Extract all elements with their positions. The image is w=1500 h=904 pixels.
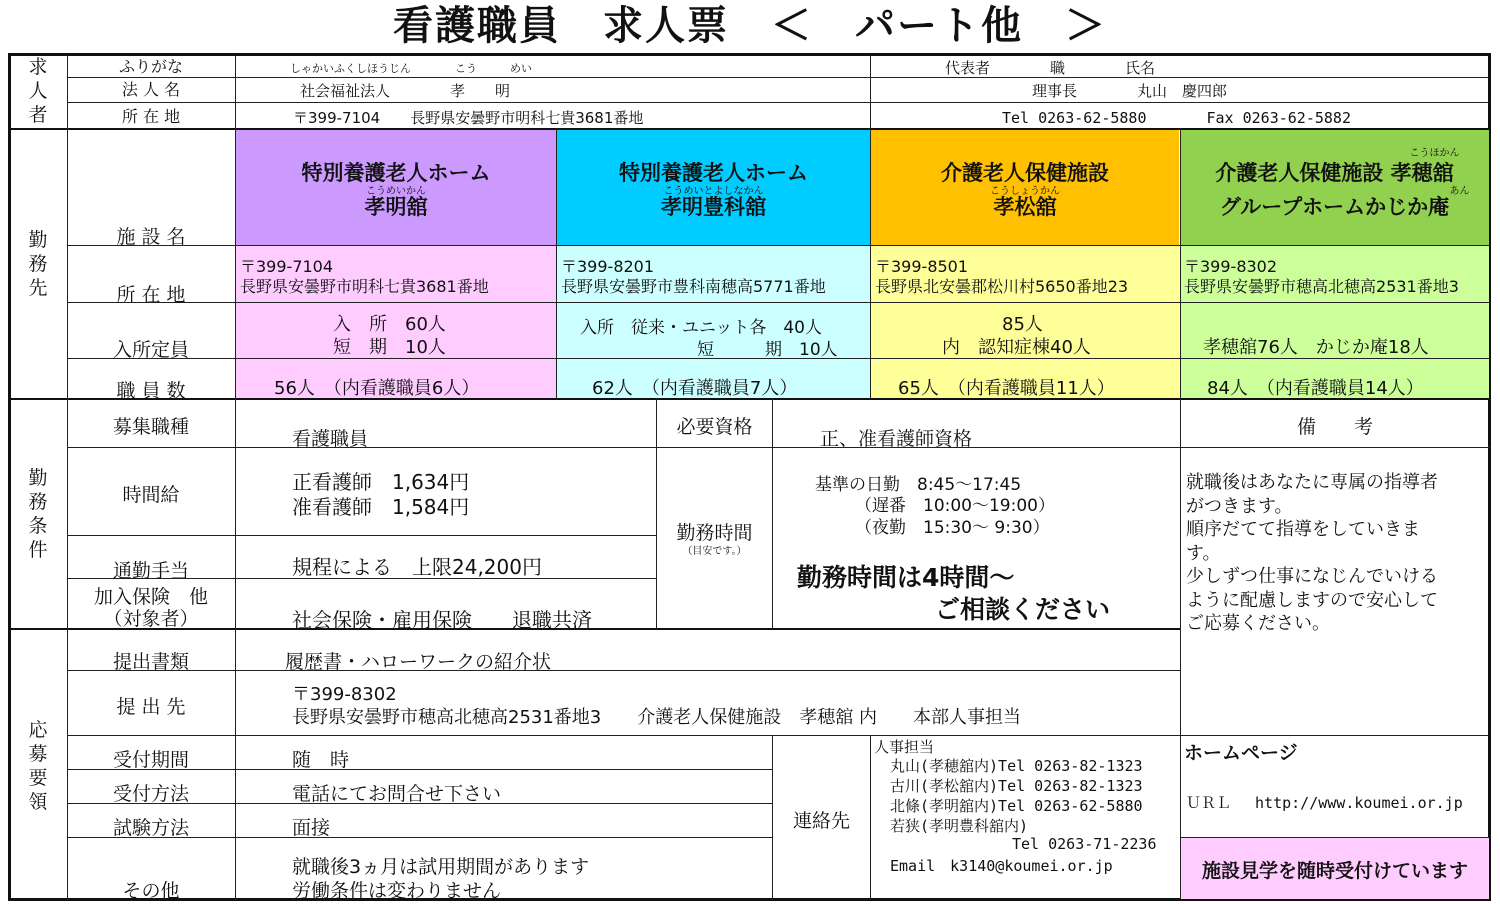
facility-1-capacity-1: 入 所 60人	[333, 314, 446, 335]
job-type-value: 看護職員	[292, 428, 369, 450]
section-char: 求	[28, 56, 48, 78]
section-char: 条	[28, 515, 48, 537]
visit-note: 施設見学を随時受付けています	[1201, 860, 1468, 882]
facility-1-capacity-2: 短 期 10人	[333, 337, 446, 358]
section-label-workplace	[24, 228, 52, 300]
corp-name-label: 法 人 名	[121, 80, 181, 99]
staff-count-label: 職 員 数	[116, 380, 186, 402]
facility-1-type: 特別養護老人ホーム	[301, 161, 491, 185]
job-type-label: 募集職種	[112, 416, 189, 438]
facility-2-type: 特別養護老人ホーム	[619, 161, 808, 185]
representative-header: 代表者 職 氏名	[945, 59, 1156, 77]
other-label: その他	[122, 880, 180, 902]
section-label-conditions	[24, 466, 52, 562]
corp-address-value: 〒399-7104 長野県安曇野市明科七貴3681番地	[293, 109, 644, 127]
facility-1-postal: 〒399-7104	[240, 257, 334, 276]
homepage-label: ホームページ	[1184, 742, 1298, 764]
facility-3-capacity-1: 85人	[1002, 314, 1043, 335]
section-label-application	[24, 718, 52, 814]
exam-label: 試験方法	[112, 817, 189, 839]
capacity-label: 入所定員	[112, 339, 189, 361]
other-line-1: 就職後3ヵ月は試用期間があります	[292, 856, 590, 878]
facility-1-address: 長野県安曇野市明科七貴3681番地	[240, 277, 489, 296]
facility-4-name	[1180, 148, 1489, 220]
facility-2-ruby: こうめいとよしなかん	[663, 186, 764, 197]
facility-4-title: グループホームかじか庵	[1219, 195, 1450, 219]
contact-line: 北條(孝明舘内)Tel 0263-62-5880	[890, 797, 1143, 815]
divider	[870, 55, 871, 398]
insurance-label-1: 加入保険 他	[93, 586, 208, 608]
section-char: 務	[28, 491, 48, 513]
notes-line: 順序だてて指導をしていきま	[1186, 519, 1420, 540]
divider	[67, 735, 1489, 736]
commute-label: 通勤手当	[112, 560, 189, 582]
divider	[67, 102, 1489, 103]
corp-address-label: 所 在 地	[121, 107, 181, 126]
section-char: 要	[28, 767, 48, 789]
section-char: 務	[28, 253, 48, 275]
contact-line: 若狭(孝明豊科舘内)	[890, 817, 1029, 835]
facility-address-label: 所 在 地	[116, 284, 186, 306]
hourly-wage-label: 時間給	[122, 484, 180, 506]
divider	[67, 77, 1489, 78]
furigana-value: しゃかいふくしほうじん こう めい	[290, 62, 532, 75]
working-hours-label: 勤務時間	[676, 522, 753, 544]
facility-1-staff: 56人 （内看護職員6人）	[274, 378, 480, 399]
facility-4-capacity-2: 孝穂舘76人 かじか庵18人	[1203, 337, 1429, 358]
facility-3-name	[871, 160, 1179, 220]
section-char: 募	[28, 743, 48, 765]
representative-value: 理事長 丸山 慶四郎	[1032, 82, 1228, 100]
section-char: 勤	[28, 467, 48, 489]
furigana-label: ふりがな	[118, 57, 183, 76]
facility-3-postal: 〒399-8501	[875, 257, 969, 276]
facility-1-name	[236, 160, 556, 220]
insurance-value: 社会保険・雇用保険 退職共済	[292, 608, 592, 632]
hourly-wage-line-2: 准看護師 1,584円	[292, 495, 470, 519]
facility-3-ruby: こうしょうかん	[990, 186, 1060, 197]
hours-highlight-1: 勤務時間は4時間～	[797, 563, 1015, 592]
facility-3-address: 長野県北安曇郡松川村5650番地23	[875, 277, 1129, 296]
section-char: 応	[28, 719, 48, 741]
divider	[1180, 447, 1490, 448]
facility-2-capacity-2: 短 期 10人	[697, 340, 838, 360]
commute-value: 規程による 上限24,200円	[292, 555, 542, 579]
facility-2-staff: 62人 （内看護職員7人）	[592, 378, 798, 399]
divider	[772, 398, 773, 628]
corp-contact-value: Tel 0263-62-5880 Fax 0263-62-5882	[1002, 109, 1351, 127]
hourly-wage-line-1: 正看護師 1,634円	[292, 470, 470, 494]
contact-line: 古川(孝松舘内)Tel 0263-82-1323	[890, 777, 1143, 795]
page-title: 看護職員 求人票 ＜ パート他 ＞	[393, 3, 1107, 49]
facility-2-title: 孝明豊科舘	[661, 195, 766, 219]
facility-2-capacity-1: 入所 従来・ユニット各 40人	[580, 318, 822, 338]
divider	[67, 245, 1489, 246]
facility-4-type: 介護老人保健施設 孝穂舘	[1215, 161, 1454, 185]
facility-2-name	[557, 160, 870, 220]
facility-1-ruby: こうめいかん	[366, 186, 426, 197]
notes-label: 備 考	[1296, 416, 1373, 438]
exam-value: 面接	[292, 817, 331, 839]
facility-4-address: 長野県安曇野市穂高北穂高2531番地3	[1184, 277, 1459, 296]
facility-2-address: 長野県安曇野市豊科南穂高5771番地	[561, 277, 826, 296]
notes-text	[1186, 471, 1438, 636]
divider	[1180, 837, 1490, 838]
documents-value: 履歴書・ハローワークの紹介状	[285, 651, 552, 673]
divider	[870, 735, 871, 900]
method-label: 受付方法	[112, 783, 189, 805]
qualification-label: 必要資格	[676, 416, 753, 438]
section-char: 人	[28, 80, 48, 102]
section-char: 勤	[28, 229, 48, 251]
qualification-value: 正、准看護師資格	[820, 428, 973, 450]
hours-highlight-2: ご相談ください	[935, 595, 1111, 624]
section-char: 先	[28, 277, 48, 299]
contact-line: Tel 0263-71-2236	[1012, 835, 1157, 853]
divider	[67, 535, 656, 536]
contact-email: Email k3140@koumei.or.jp	[890, 857, 1113, 875]
facility-4-postal: 〒399-8302	[1184, 257, 1278, 276]
notes-line: す。	[1186, 542, 1221, 564]
notes-line: 就職後はあなたに専属の指導者	[1186, 472, 1438, 493]
facility-3-title: 孝松舘	[993, 195, 1057, 219]
documents-label: 提出書類	[112, 651, 189, 673]
other-line-2: 労働条件は変わりません	[292, 880, 502, 902]
facility-4-ruby: こうほかん	[1409, 148, 1460, 159]
contact-line: 丸山(孝穂舘内)Tel 0263-82-1323	[890, 757, 1143, 775]
section-char: 件	[28, 539, 48, 561]
section-char: 者	[28, 104, 48, 126]
homepage-url-link[interactable]: ＵＲＬ http://www.koumei.or.jp	[1186, 794, 1463, 812]
notes-line: 少しずつ仕事になじんでいける	[1186, 566, 1438, 587]
facility-3-capacity-2: 内 認知症棟40人	[942, 337, 1091, 358]
facility-2-postal: 〒399-8201	[561, 257, 655, 276]
insurance-label-2: （対象者）	[103, 608, 199, 630]
facility-name-label: 施 設 名	[116, 226, 186, 248]
method-value: 電話にてお問合せ下さい	[292, 783, 502, 805]
contact-label: 連絡先	[792, 810, 850, 832]
corp-name-value: 社会福祉法人 孝 明	[300, 82, 511, 100]
period-label: 受付期間	[112, 749, 189, 771]
facility-3-staff: 65人 （内看護職員11人）	[898, 378, 1115, 399]
hours-line-3: （夜勤 15:30～ 9:30）	[855, 518, 1050, 538]
divider	[1180, 128, 1181, 900]
submit-to-label: 提 出 先	[116, 696, 186, 718]
hours-line-2: （遅番 10:00～19:00）	[855, 496, 1055, 516]
notes-line: がつきます。	[1186, 495, 1293, 517]
hours-line-1: 基準の日勤 8:45～17:45	[815, 475, 1022, 495]
section-label-employer	[24, 55, 52, 127]
facility-4-ruby-2: あん	[1449, 186, 1470, 197]
submit-to-postal: 〒399-8302	[292, 684, 397, 705]
section-char: 領	[28, 791, 48, 813]
notes-line: ご応募ください。	[1186, 613, 1330, 634]
notes-line: ように配慮しますので安心して	[1186, 589, 1438, 611]
divider	[67, 55, 68, 900]
facility-3-type: 介護老人保健施設	[941, 161, 1109, 185]
period-value: 随 時	[292, 749, 350, 771]
facility-4-staff: 84人 （内看護職員14人）	[1207, 378, 1424, 399]
facility-1-title: 孝明舘	[364, 195, 428, 219]
working-hours-note: （目安です。）	[682, 546, 747, 557]
divider	[67, 302, 1489, 303]
contact-heading: 人事担当	[874, 738, 935, 756]
submit-to-address: 長野県安曇野市穂高北穂高2531番地3 介護老人保健施設 孝穂舘 内 本部人事担当	[292, 707, 1021, 728]
